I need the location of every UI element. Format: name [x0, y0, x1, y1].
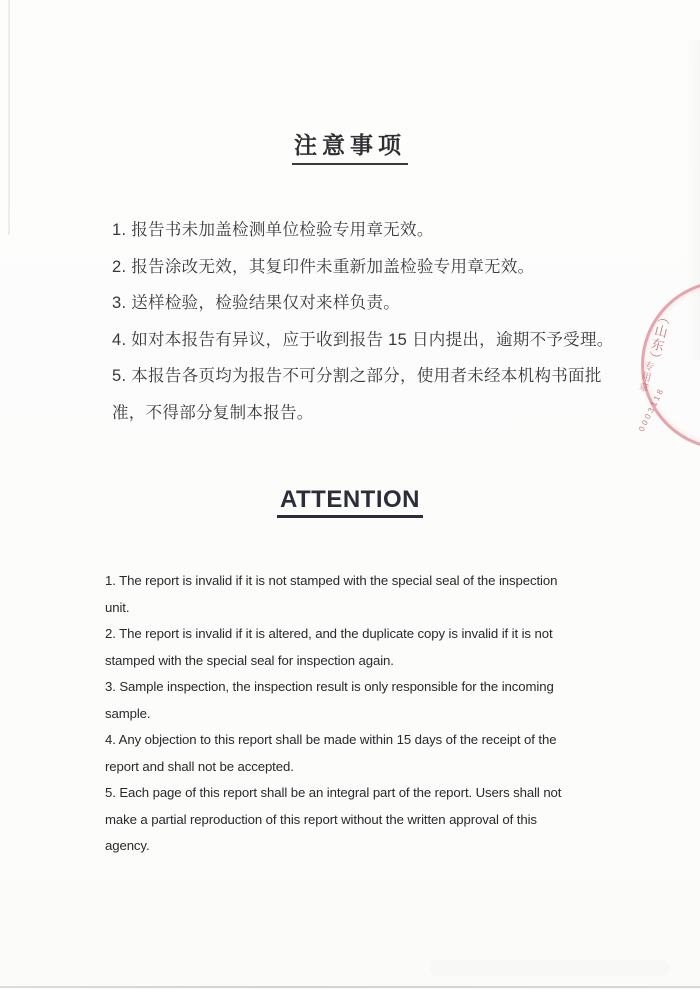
english-notice-item: 2. The report is invalid if it is altered, and the duplicate copy is invalid if it is not stamped with the special seal for inspection again. [105, 626, 553, 668]
chinese-notice-list [112, 212, 619, 431]
english-notice-item: 5. Each page of this report shall be an integral part of the report. Users shall not make a partial reproduction of this report without the written approval of this agency. [105, 785, 562, 853]
scan-smudge [430, 960, 670, 976]
chinese-notice-item: 1. 报告书未加盖检测单位检验专用章无效。 [112, 221, 434, 239]
english-notice-item: 3. Sample inspection, the inspection result is only responsible for the incoming sample. [105, 679, 554, 721]
red-seal-region-text: （山东） [644, 309, 673, 367]
chinese-notice-item: 5. 本报告各页均为报告不可分割之部分，使用者未经本机构书面批准，不得部分复制本报告。 [112, 367, 602, 422]
chinese-notice-item: 2. 报告涂改无效，其复印件未重新加盖检验专用章无效。 [112, 257, 535, 276]
english-notice-list [105, 568, 583, 860]
english-notice-item: 4. Any objection to this report shall be made within 15 days of the receipt of the report and shall not be accepted. [105, 732, 557, 774]
english-section [0, 486, 700, 518]
chinese-title: 注意事项 [292, 127, 408, 165]
english-title: ATTENTION [277, 486, 423, 518]
scan-left-edge-line [8, 0, 10, 235]
chinese-notice-item: 4. 如对本报告有异议，应于收到报告 15 日内提出，逾期不予受理。 [112, 330, 614, 349]
red-seal-label-text: 专用章 [635, 359, 654, 394]
english-notice-item: 1. The report is invalid if it is not stamped with the special seal of the inspection unit. [105, 573, 558, 615]
chinese-section [0, 127, 700, 165]
chinese-notice-item: 3. 送样检验，检验结果仅对来样负责。 [112, 294, 401, 312]
red-seal-serial-number: 0003118 [636, 385, 667, 433]
scan-bottom-edge-line [0, 986, 700, 988]
